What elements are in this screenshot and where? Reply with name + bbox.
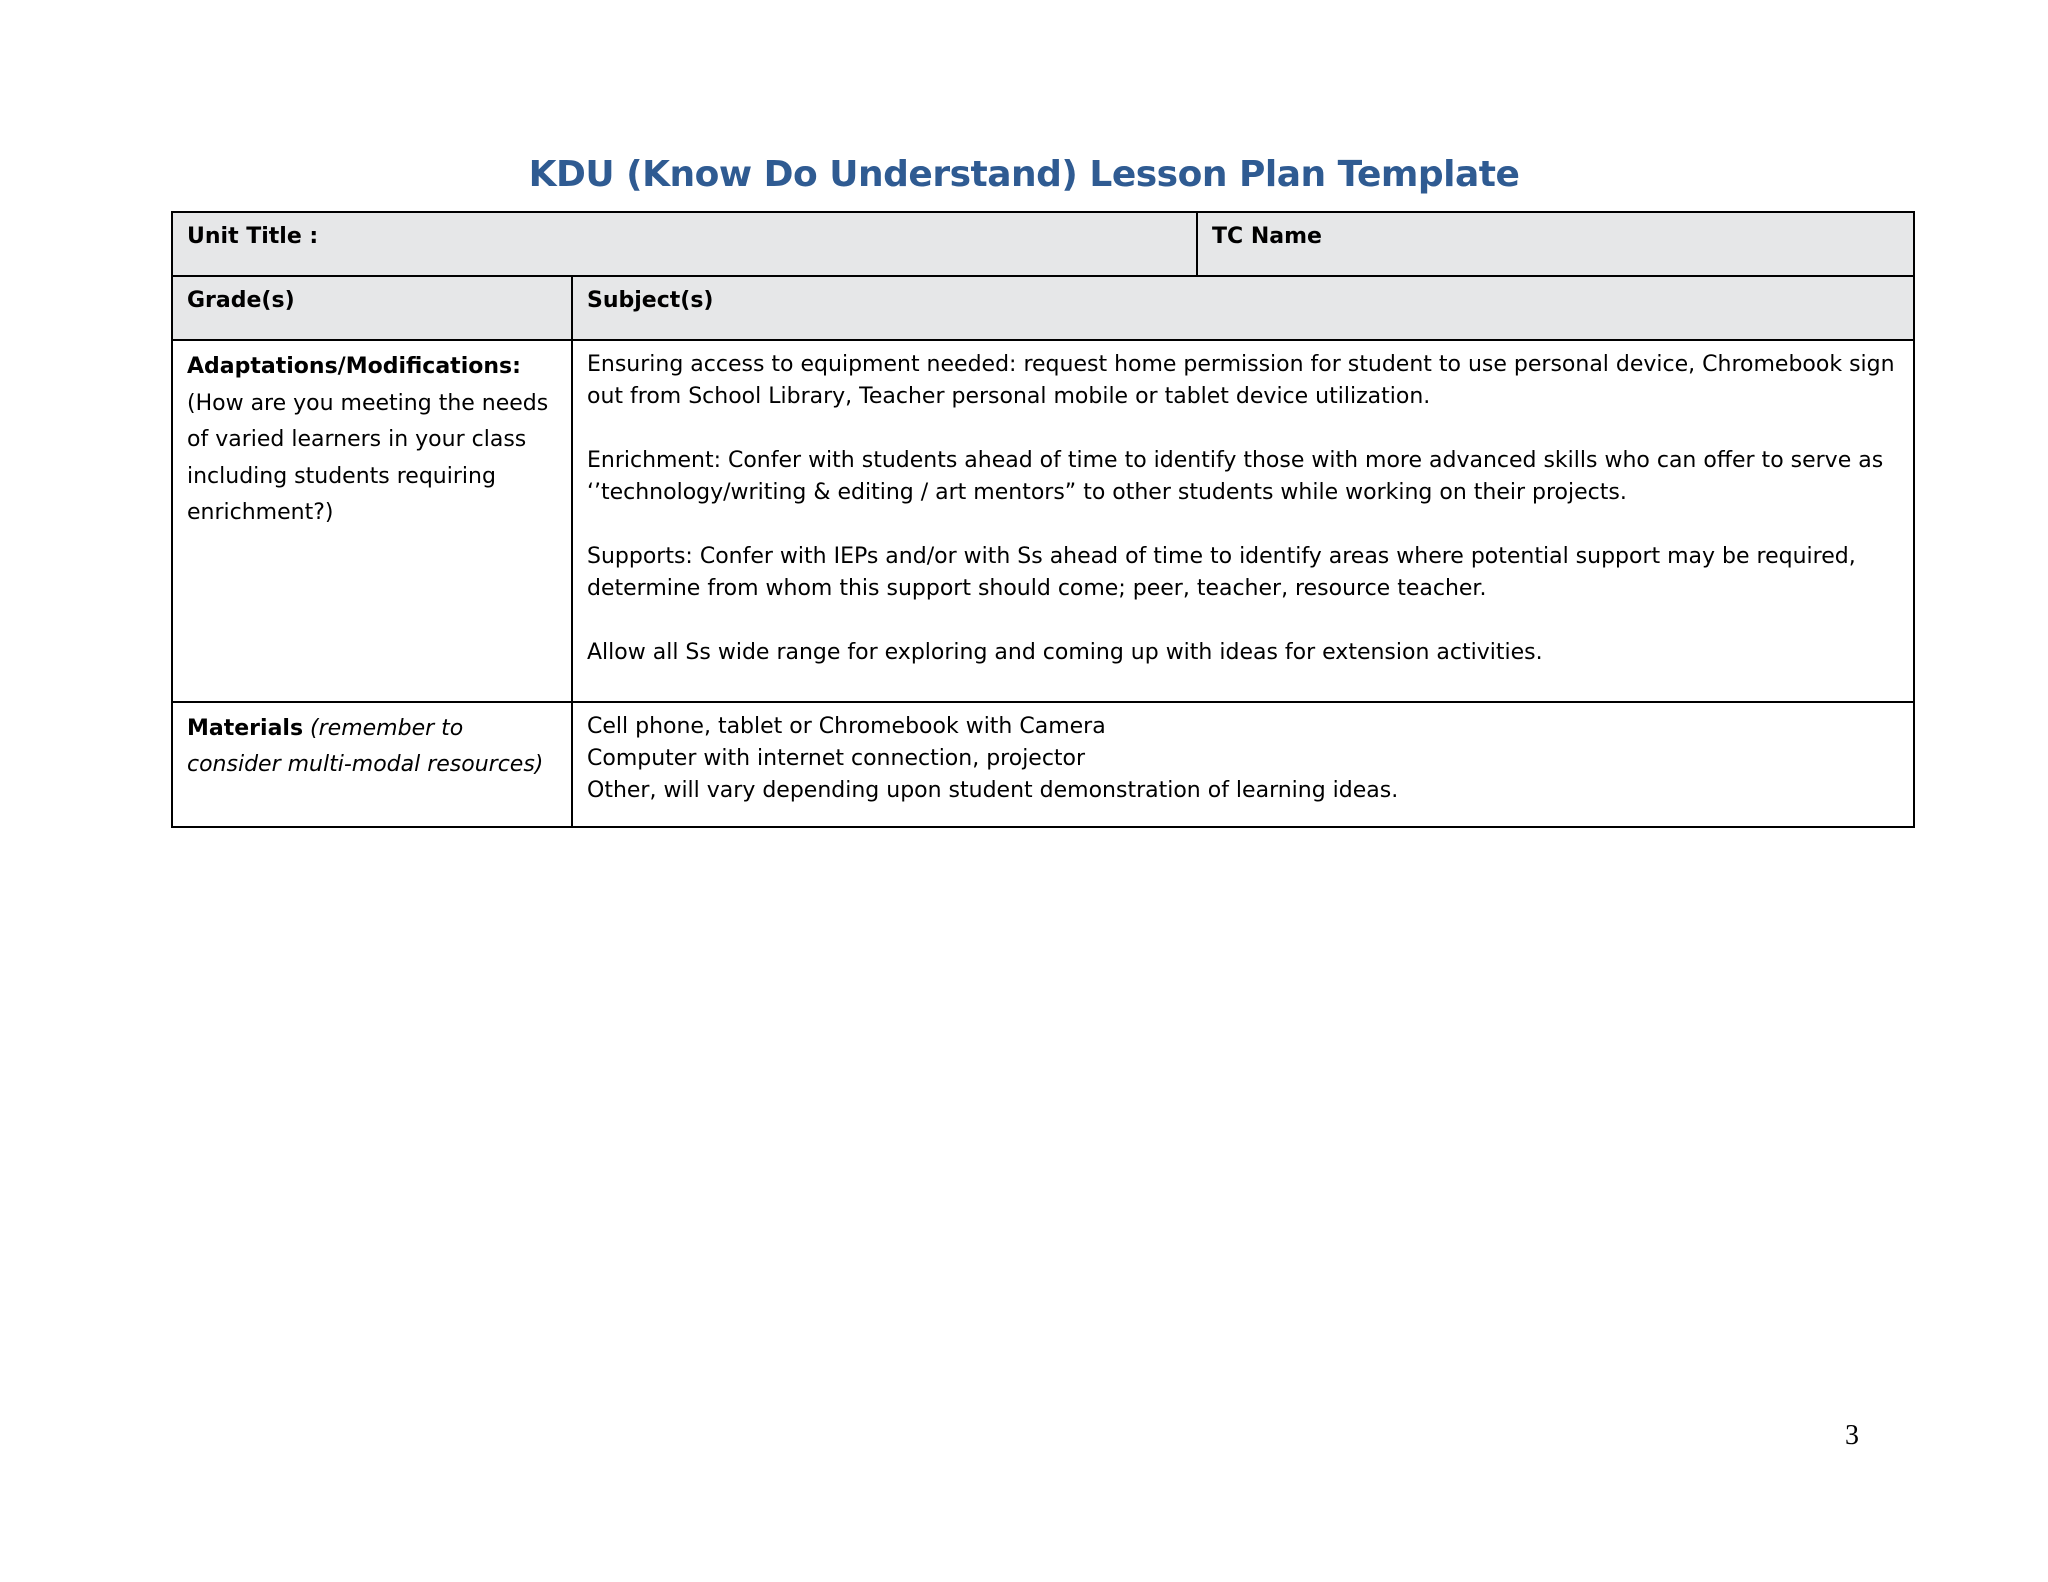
materials-label-cell: [172, 702, 572, 827]
lesson-plan-table: [171, 211, 1915, 828]
adaptations-paragraph: Ensuring access to equipment needed: request home permission for student to use personal device, Chromebook sign out from School Library, Teacher personal mobile or tablet device utilization.: [587, 352, 1895, 409]
materials-item: Cell phone, tablet or Chromebook with Camera: [587, 714, 1106, 739]
materials-label: Materials: [187, 716, 304, 741]
grade-subject-row: [172, 276, 1914, 340]
adaptations-label-cell: [172, 340, 572, 702]
unit-title-label: Unit Title :: [187, 224, 319, 249]
adaptations-paragraph: Supports: Confer with IEPs and/or with Ss ahead of time to identify areas where potential support may be required, determine from whom this support should come; peer, teacher, resource teacher.: [587, 544, 1856, 601]
adaptations-content-cell[interactable]: [572, 340, 1914, 702]
page-number: 3: [1845, 1420, 1859, 1451]
materials-prompt: (remember to consider multi-modal resources): [187, 716, 544, 777]
materials-item: Other, will vary depending upon student demonstration of learning ideas.: [587, 778, 1399, 803]
subjects-label: Subject(s): [587, 288, 714, 313]
adaptations-prompt: (How are you meeting the needs of varied learners in your class including students requiring enrichment?): [187, 390, 549, 525]
adaptations-paragraph: Enrichment: Confer with students ahead of time to identify those with more advanced skills who can offer to serve as ‘’technology/writing & editing / art mentors” to other students while working on their projects.: [587, 448, 1884, 505]
adaptations-paragraph: Allow all Ss wide range for exploring and coming up with ideas for extension activities.: [587, 640, 1543, 665]
subjects-cell[interactable]: [572, 276, 1914, 340]
materials-item: Computer with internet connection, projector: [587, 746, 1086, 771]
materials-row: [172, 702, 1914, 827]
unit-title-row: [172, 212, 1914, 276]
unit-title-cell[interactable]: [172, 212, 1197, 276]
materials-content-cell[interactable]: [572, 702, 1914, 827]
tc-name-cell[interactable]: [1197, 212, 1914, 276]
tc-name-label: TC Name: [1212, 224, 1322, 249]
adaptations-row: [172, 340, 1914, 702]
grades-cell[interactable]: [172, 276, 572, 340]
page-title: KDU (Know Do Understand) Lesson Plan Template: [528, 154, 1520, 195]
adaptations-label: Adaptations/Modifications:: [187, 354, 521, 379]
grades-label: Grade(s): [187, 288, 295, 313]
